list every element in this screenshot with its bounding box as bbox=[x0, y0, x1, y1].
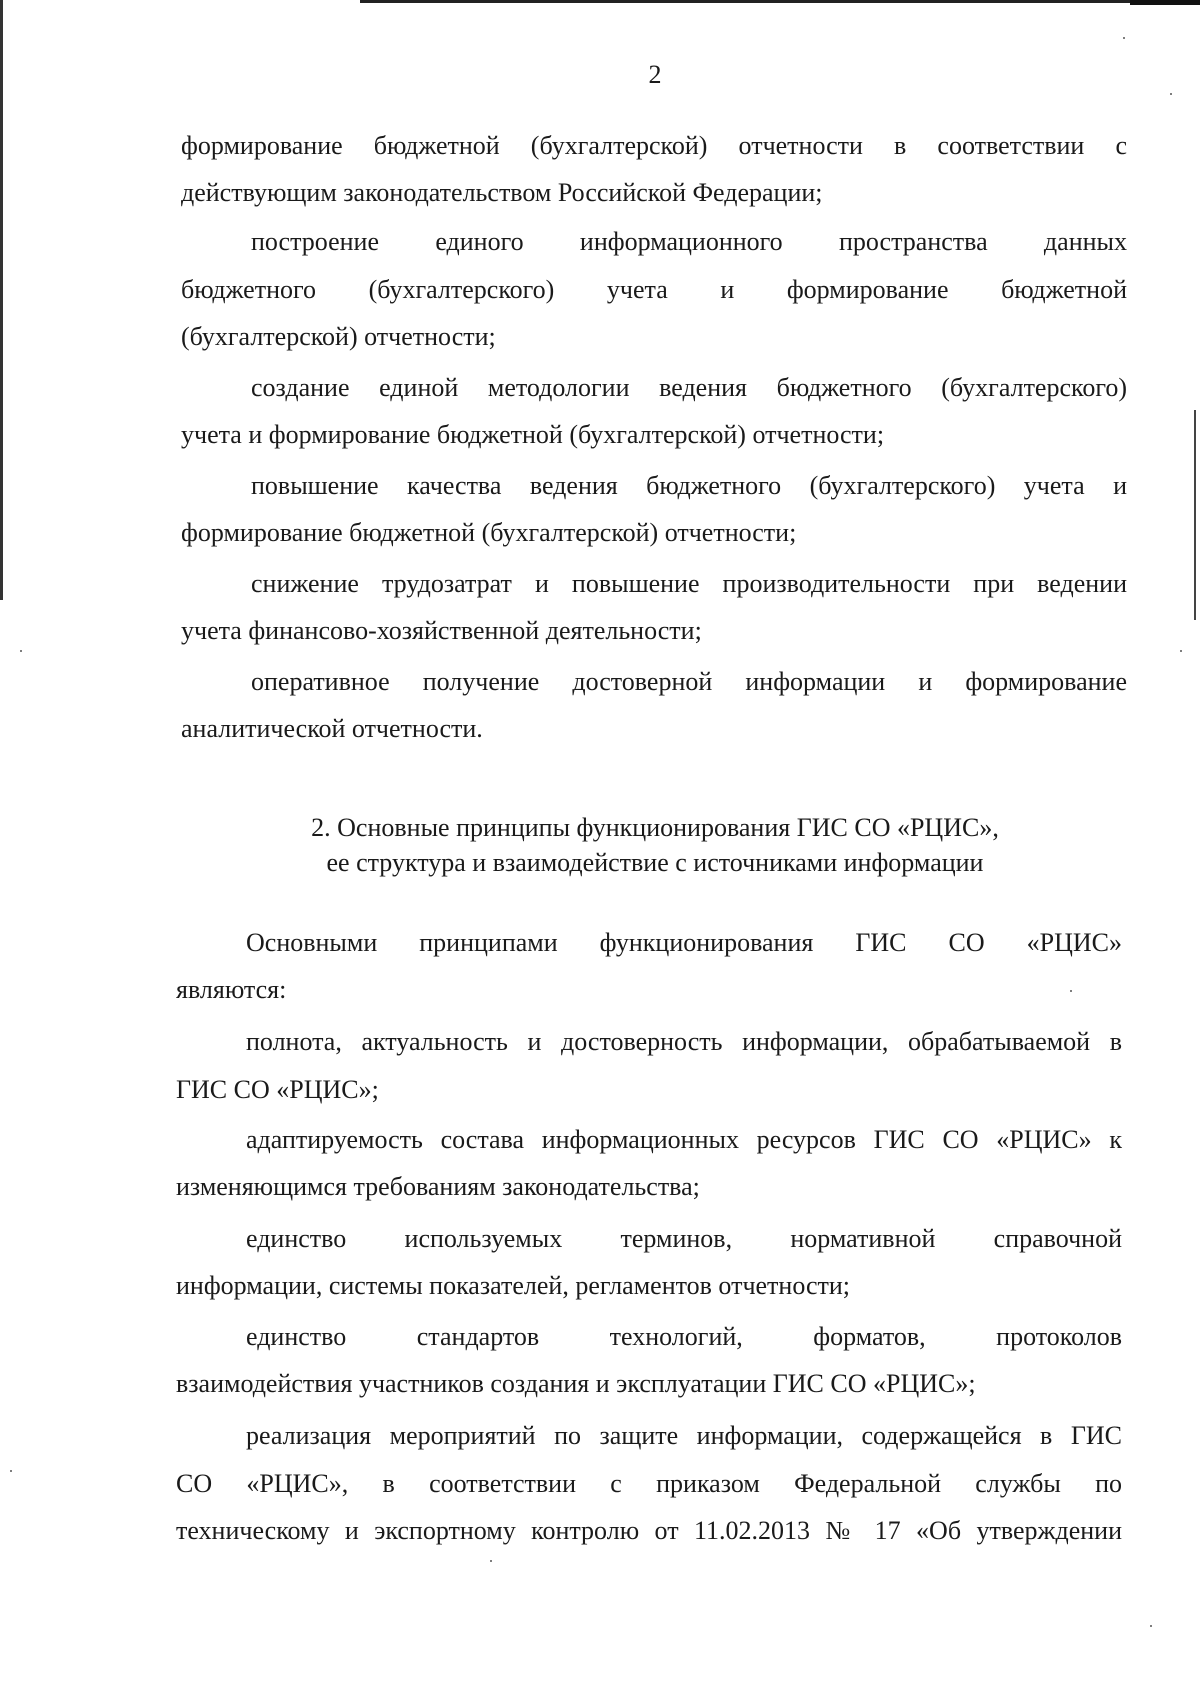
text-line: техническому и экспортному контролю от 11.02.2013 № 17 «Об утверждении bbox=[176, 1516, 1122, 1545]
scan-speck bbox=[1070, 990, 1072, 992]
text-line: учета и формирование бюджетной (бухгалтерской) отчетности; bbox=[181, 420, 885, 449]
text-line: действующим законодательством Российской Федерации; bbox=[181, 178, 823, 207]
text-line: оперативное получение достоверной информации и формирование bbox=[251, 667, 1127, 696]
scan-speck bbox=[20, 650, 22, 652]
scan-border-top bbox=[360, 0, 1200, 3]
scan-speck bbox=[1170, 93, 1172, 95]
text-line: формирование бюджетной (бухгалтерской) отчетности; bbox=[181, 518, 797, 547]
section-heading: 2. Основные принципы функционирования ГИС СО «РЦИС», bbox=[311, 813, 999, 842]
text-line: бюджетного (бухгалтерского) учета и формирование бюджетной bbox=[181, 275, 1127, 304]
text-line: построение единого информационного пространства данных bbox=[251, 227, 1127, 256]
text-line: Основными принципами функционирования ГИС СО «РЦИС» bbox=[246, 928, 1122, 957]
scan-border-right bbox=[1194, 410, 1196, 620]
scan-speck bbox=[1150, 1625, 1152, 1627]
text-line: снижение трудозатрат и повышение производительности при ведении bbox=[251, 569, 1127, 598]
text-line: (бухгалтерской) отчетности; bbox=[181, 322, 496, 351]
text-line: изменяющимся требованиям законодательства; bbox=[176, 1172, 700, 1201]
text-line: адаптируемость состава информационных ресурсов ГИС СО «РЦИС» к bbox=[246, 1125, 1122, 1154]
text-line: аналитической отчетности. bbox=[181, 714, 483, 743]
scan-border-left bbox=[0, 0, 3, 600]
section-heading: ее структура и взаимодействие с источниками информации bbox=[326, 848, 984, 877]
text-line: учета финансово-хозяйственной деятельности; bbox=[181, 616, 702, 645]
scan-border-top-corner bbox=[1130, 0, 1200, 5]
text-line: являются: bbox=[176, 975, 287, 1004]
text-line: информации, системы показателей, регламентов отчетности; bbox=[176, 1271, 851, 1300]
text-line: взаимодействия участников создания и эксплуатации ГИС СО «РЦИС»; bbox=[176, 1369, 976, 1398]
text-line: ГИС СО «РЦИС»; bbox=[176, 1075, 379, 1104]
scan-speck bbox=[1180, 650, 1182, 652]
text-line: полнота, актуальность и достоверность информации, обрабатываемой в bbox=[246, 1027, 1122, 1056]
scan-speck bbox=[1123, 37, 1125, 39]
scan-speck bbox=[490, 1560, 492, 1562]
text-line: реализация мероприятий по защите информации, содержащейся в ГИС bbox=[246, 1421, 1122, 1450]
text-line: единство стандартов технологий, форматов, протоколов bbox=[246, 1322, 1122, 1351]
text-line: единство используемых терминов, нормативной справочной bbox=[246, 1224, 1122, 1253]
text-line: создание единой методологии ведения бюджетного (бухгалтерского) bbox=[251, 373, 1127, 402]
text-line: формирование бюджетной (бухгалтерской) отчетности в соответствии с bbox=[181, 131, 1127, 160]
page-number: 2 bbox=[648, 60, 662, 89]
text-line: повышение качества ведения бюджетного (бухгалтерского) учета и bbox=[251, 471, 1127, 500]
text-line: СО «РЦИС», в соответствии с приказом Федеральной службы по bbox=[176, 1469, 1122, 1498]
scan-speck bbox=[10, 1470, 12, 1472]
